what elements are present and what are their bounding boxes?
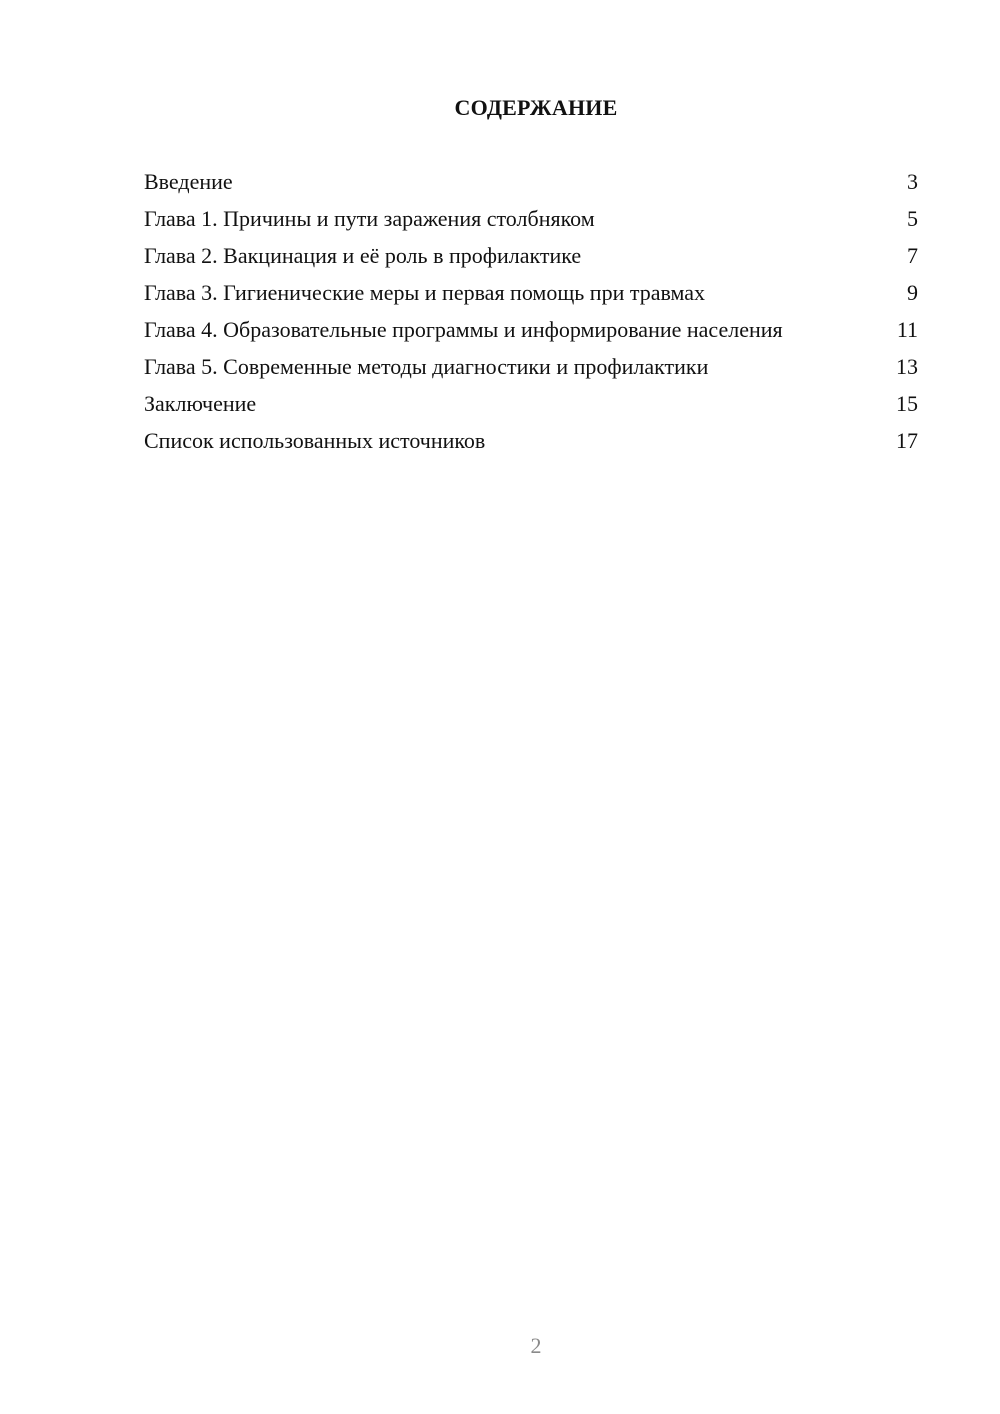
toc-entry-title: Глава 5. Современные методы диагностики и профилактики (144, 354, 709, 379)
toc-entry-page: 9 (907, 280, 918, 305)
toc-entry-chapter-4[interactable] (144, 316, 918, 344)
page-number: 2 (530, 1333, 542, 1358)
toc-entry-page: 7 (907, 243, 918, 268)
toc-entry-chapter-3[interactable] (144, 279, 918, 307)
toc-entry-page: 5 (907, 206, 918, 231)
toc-entry-page: 3 (907, 169, 918, 194)
toc-entry-title: Глава 2. Вакцинация и её роль в профилактике (144, 243, 582, 268)
toc-entry-title: Введение (144, 169, 233, 194)
toc-entry-chapter-2[interactable] (144, 242, 918, 270)
toc-entry-introduction[interactable] (144, 168, 918, 196)
toc-entry-references[interactable] (144, 427, 918, 455)
toc-entry-title: Глава 3. Гигиенические меры и первая помощь при травмах (144, 280, 706, 305)
toc-entry-page: 11 (896, 317, 918, 342)
toc-entry-page: 15 (896, 391, 918, 416)
toc-entry-chapter-5[interactable] (144, 353, 918, 381)
page-title: СОДЕРЖАНИЕ (454, 95, 618, 120)
toc-entry-page: 13 (896, 354, 918, 379)
toc-entry-title: Глава 1. Причины и пути заражения столбняком (144, 206, 595, 231)
toc-entry-chapter-1[interactable] (144, 205, 918, 233)
toc-entry-title: Глава 4. Образовательные программы и информирование населения (144, 317, 783, 342)
toc-entry-conclusion[interactable] (144, 390, 918, 418)
toc-entry-page: 17 (896, 428, 918, 453)
toc-entry-title: Список использованных источников (144, 428, 486, 453)
table-of-contents (144, 168, 918, 464)
toc-entry-title: Заключение (144, 391, 257, 416)
